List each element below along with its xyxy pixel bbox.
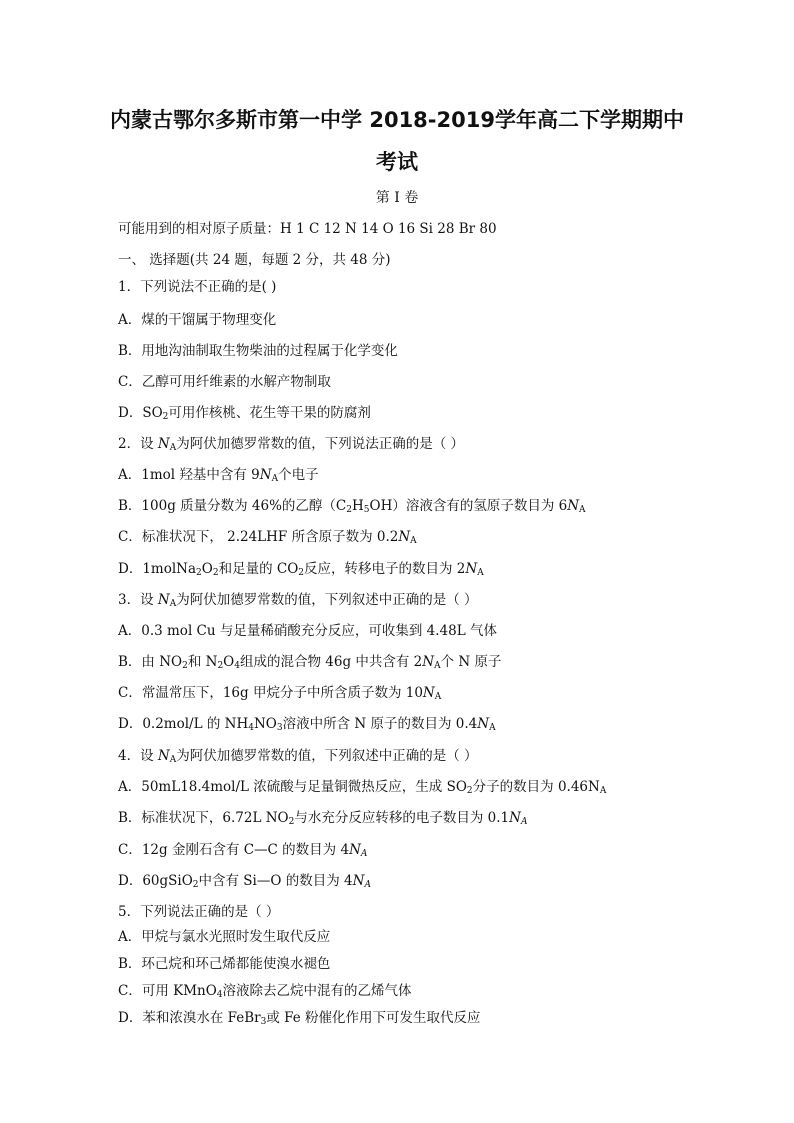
q3-option-a: A．0.3 mol Cu 与足量稀硝酸充分反应，可收集到 4.48L 气体 — [118, 623, 497, 639]
q4-option-b: B．标准状况下，6.72L $NO_2$与水充分反应转移的电子数目为 $0.1N_A$ — [118, 810, 528, 827]
q5-option-c: C．可用 KMnO$_4$溶液除去乙烷中混有的乙烯气体 — [118, 983, 412, 1000]
q1-option-d: D．$SO_2$可用作核桃、花生等干果的防腐剂 — [118, 405, 371, 422]
q4-option-a: A．50mL18.4mol/L 浓硫酸与足量铜微热反应，生成 $SO_2$分子的数目为 $0.46N_A$ — [118, 779, 607, 796]
exam-title-line1: 内蒙古鄂尔多斯市第一中学 2018-2019学年高二下学期期中 — [110, 108, 684, 132]
question-5-stem: 5．下列说法正确的是（ ） — [118, 904, 280, 920]
q2-option-b: B．100g 质量分数为 46%的乙醇$(C_2H_5OH)$溶液含有的氢原子数目为 $6N_A$ — [118, 498, 586, 515]
q4-option-d: D．60gSiO$_2$中含有 Si—O 的数目为 $4N_A$ — [118, 873, 371, 890]
atomic-masses: 可能用到的相对原子质量：H 1 C 12 N 14 O 16 Si 28 Br 80 — [118, 221, 497, 237]
q5-option-b: B．环己烷和环己烯都能使溴水褪色 — [118, 956, 331, 972]
exam-title-line2: 考试 — [376, 150, 418, 174]
q3-option-b: B．由 $NO_2$和 $N_2O_4$组成的混合物 46g 中共含有 $2N_A$个 N 原子 — [118, 654, 502, 671]
question-3-stem: 3．设 $N_A$为阿伏加德罗常数的值，下列叙述中正确的是（ ） — [118, 592, 478, 609]
q3-option-d: D．0.2mol/L 的 $NH_4NO_3$溶液中所含 N 原子的数目为 $0.4N_A$ — [118, 716, 496, 733]
q1-option-a: A．煤的干馏属于物理变化 — [118, 312, 277, 328]
question-1-stem: 1．下列说法不正确的是( ) — [118, 279, 277, 295]
q5-option-a: A．甲烷与氯水光照时发生取代反应 — [118, 929, 331, 945]
q2-option-c: C．标准状况下， 2.24LHF 所含原子数为 $0.2N_A$ — [118, 529, 417, 546]
q3-option-c: C．常温常压下，16g 甲烷分子中所含质子数为 $10N_A$ — [118, 685, 442, 702]
q2-option-d: D．$1molNa_2O_2$和足量的 $CO_2$反应，转移电子的数目为 $2N_A$ — [118, 561, 484, 578]
q2-option-a: A．1mol 羟基中含有 $9N_A$个电子 — [118, 467, 319, 484]
q4-option-c: C．12g 金刚石含有 C—C 的数目为 $4N_A$ — [118, 842, 368, 859]
volume-label: 第 I 卷 — [375, 190, 419, 206]
question-4-stem: 4．设 $N_A$为阿伏加德罗常数的值，下列叙述中正确的是（ ） — [118, 748, 478, 765]
question-2-stem: 2．设 $N_A$为阿伏加德罗常数的值，下列说法正确的是（ ） — [118, 436, 464, 453]
section-heading: 一、 选择题(共 24 题，每题 2 分，共 48 分) — [118, 252, 391, 268]
q1-option-b: B．用地沟油制取生物柴油的过程属于化学变化 — [118, 343, 398, 359]
q1-option-c: C．乙醇可用纤维素的水解产物制取 — [118, 374, 331, 390]
q5-option-d: D．苯和浓溴水在 FeBr$_3$或 Fe 粉催化作用下可发生取代反应 — [118, 1010, 481, 1027]
